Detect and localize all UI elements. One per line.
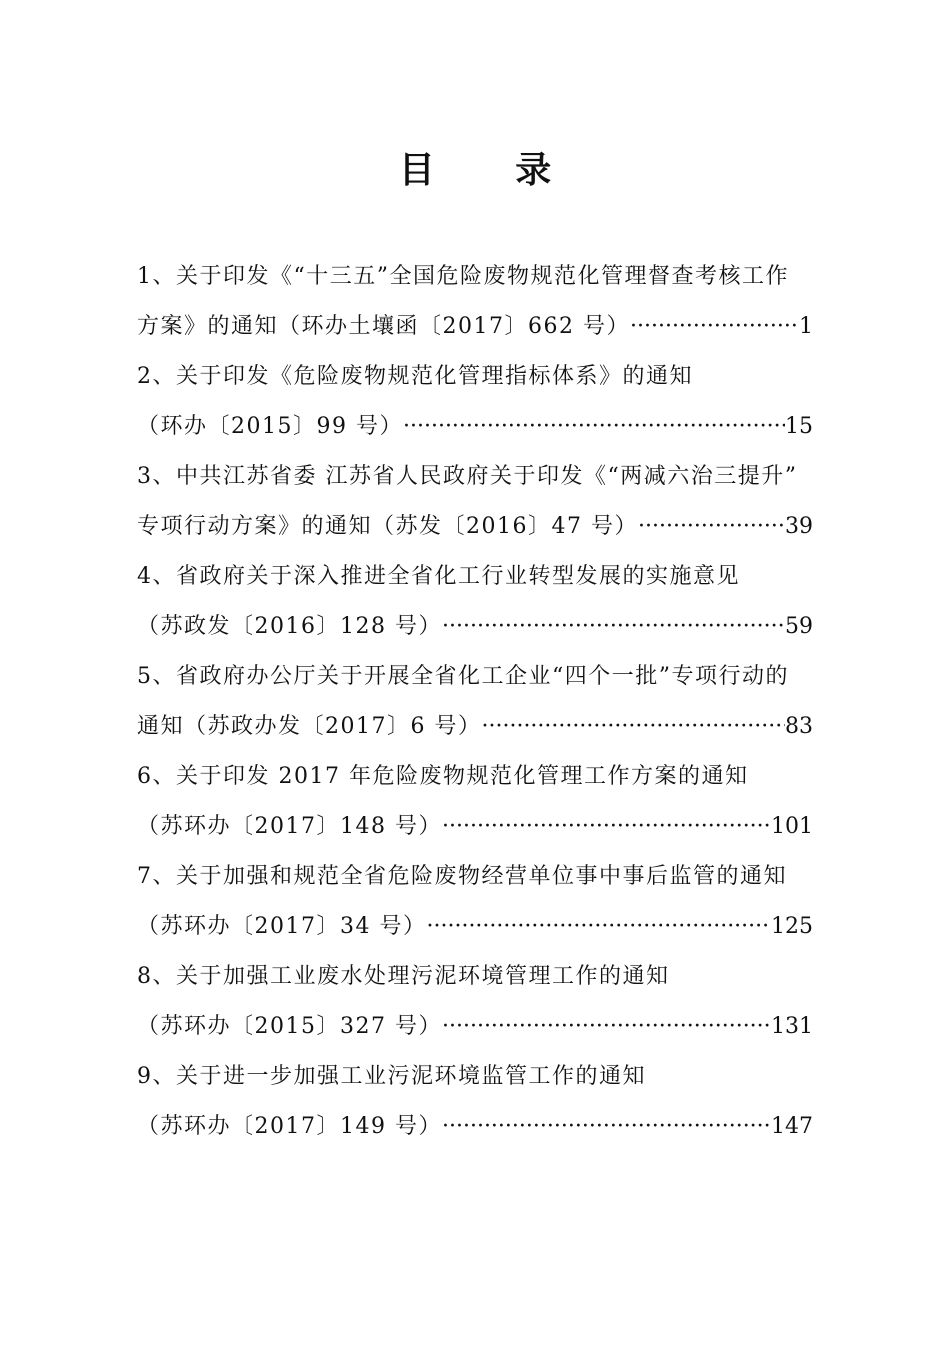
toc-page-number: 147 bbox=[771, 1114, 813, 1139]
toc-entry-9[interactable] bbox=[137, 1054, 813, 1154]
toc-page-number: 83 bbox=[785, 714, 813, 739]
toc-entry-title: 2、关于印发《危险废物规范化管理指标体系》的通知 bbox=[137, 364, 693, 389]
toc-entry-7[interactable] bbox=[137, 854, 813, 954]
dot-leader bbox=[442, 1004, 771, 1050]
toc-entry-reference: （环办〔2015〕99 号） bbox=[137, 414, 403, 439]
toc-entry-title: 5、省政府办公厅关于开展全省化工企业“四个一批”专项行动的 bbox=[137, 664, 789, 689]
dot-leader bbox=[403, 404, 785, 450]
toc-entry-3[interactable] bbox=[137, 454, 813, 554]
dot-leader bbox=[630, 304, 799, 350]
dot-leader bbox=[426, 904, 771, 950]
toc-entry-title: 4、省政府关于深入推进全省化工行业转型发展的实施意见 bbox=[137, 564, 740, 589]
toc-entry-reference: （苏环办〔2015〕327 号） bbox=[137, 1014, 442, 1039]
toc-entry-title: 1、关于印发《“十三五”全国危险废物规范化管理督查考核工作 bbox=[137, 264, 789, 289]
dot-leader bbox=[442, 804, 771, 850]
toc-page-number: 101 bbox=[771, 814, 813, 839]
toc-page-number: 131 bbox=[771, 1014, 813, 1039]
toc-entry-5[interactable] bbox=[137, 654, 813, 754]
toc-entry-4[interactable] bbox=[137, 554, 813, 654]
toc-entry-title: 7、关于加强和规范全省危险废物经营单位事中事后监管的通知 bbox=[137, 864, 787, 889]
toc-page-number: 15 bbox=[785, 414, 813, 439]
toc-entry-2[interactable] bbox=[137, 354, 813, 454]
toc-entry-title: 3、中共江苏省委 江苏省人民政府关于印发《“两减六治三提升” bbox=[137, 464, 798, 489]
dot-leader bbox=[638, 504, 785, 550]
toc-entry-title: 8、关于加强工业废水处理污泥环境管理工作的通知 bbox=[137, 964, 670, 989]
toc-title: 目 录 bbox=[398, 149, 586, 191]
toc-entry-1[interactable] bbox=[137, 254, 813, 354]
toc-entry-reference: 专项行动方案》的通知（苏发〔2016〕47 号） bbox=[137, 514, 638, 539]
toc-entry-6[interactable] bbox=[137, 754, 813, 854]
toc-page-number: 1 bbox=[799, 314, 813, 339]
toc-entry-reference: （苏环办〔2017〕149 号） bbox=[137, 1114, 442, 1139]
toc-page-number: 125 bbox=[771, 914, 813, 939]
dot-leader bbox=[481, 704, 785, 750]
toc-entry-title: 6、关于印发 2017 年危险废物规范化管理工作方案的通知 bbox=[137, 764, 749, 789]
toc-entry-8[interactable] bbox=[137, 954, 813, 1054]
toc-entry-reference: （苏环办〔2017〕34 号） bbox=[137, 914, 427, 939]
toc-entry-reference: （苏政发〔2016〕128 号） bbox=[137, 614, 442, 639]
toc-entry-title: 9、关于进一步加强工业污泥环境监管工作的通知 bbox=[137, 1064, 646, 1089]
dot-leader bbox=[442, 1104, 771, 1150]
toc-page-number: 59 bbox=[785, 614, 813, 639]
toc-entry-reference: （苏环办〔2017〕148 号） bbox=[137, 814, 442, 839]
dot-leader bbox=[442, 604, 785, 650]
toc-entry-reference: 方案》的通知（环办土壤函〔2017〕662 号） bbox=[137, 314, 630, 339]
toc-page-number: 39 bbox=[785, 514, 813, 539]
toc-entry-reference: 通知（苏政办发〔2017〕6 号） bbox=[137, 714, 482, 739]
toc-list bbox=[137, 254, 813, 1154]
